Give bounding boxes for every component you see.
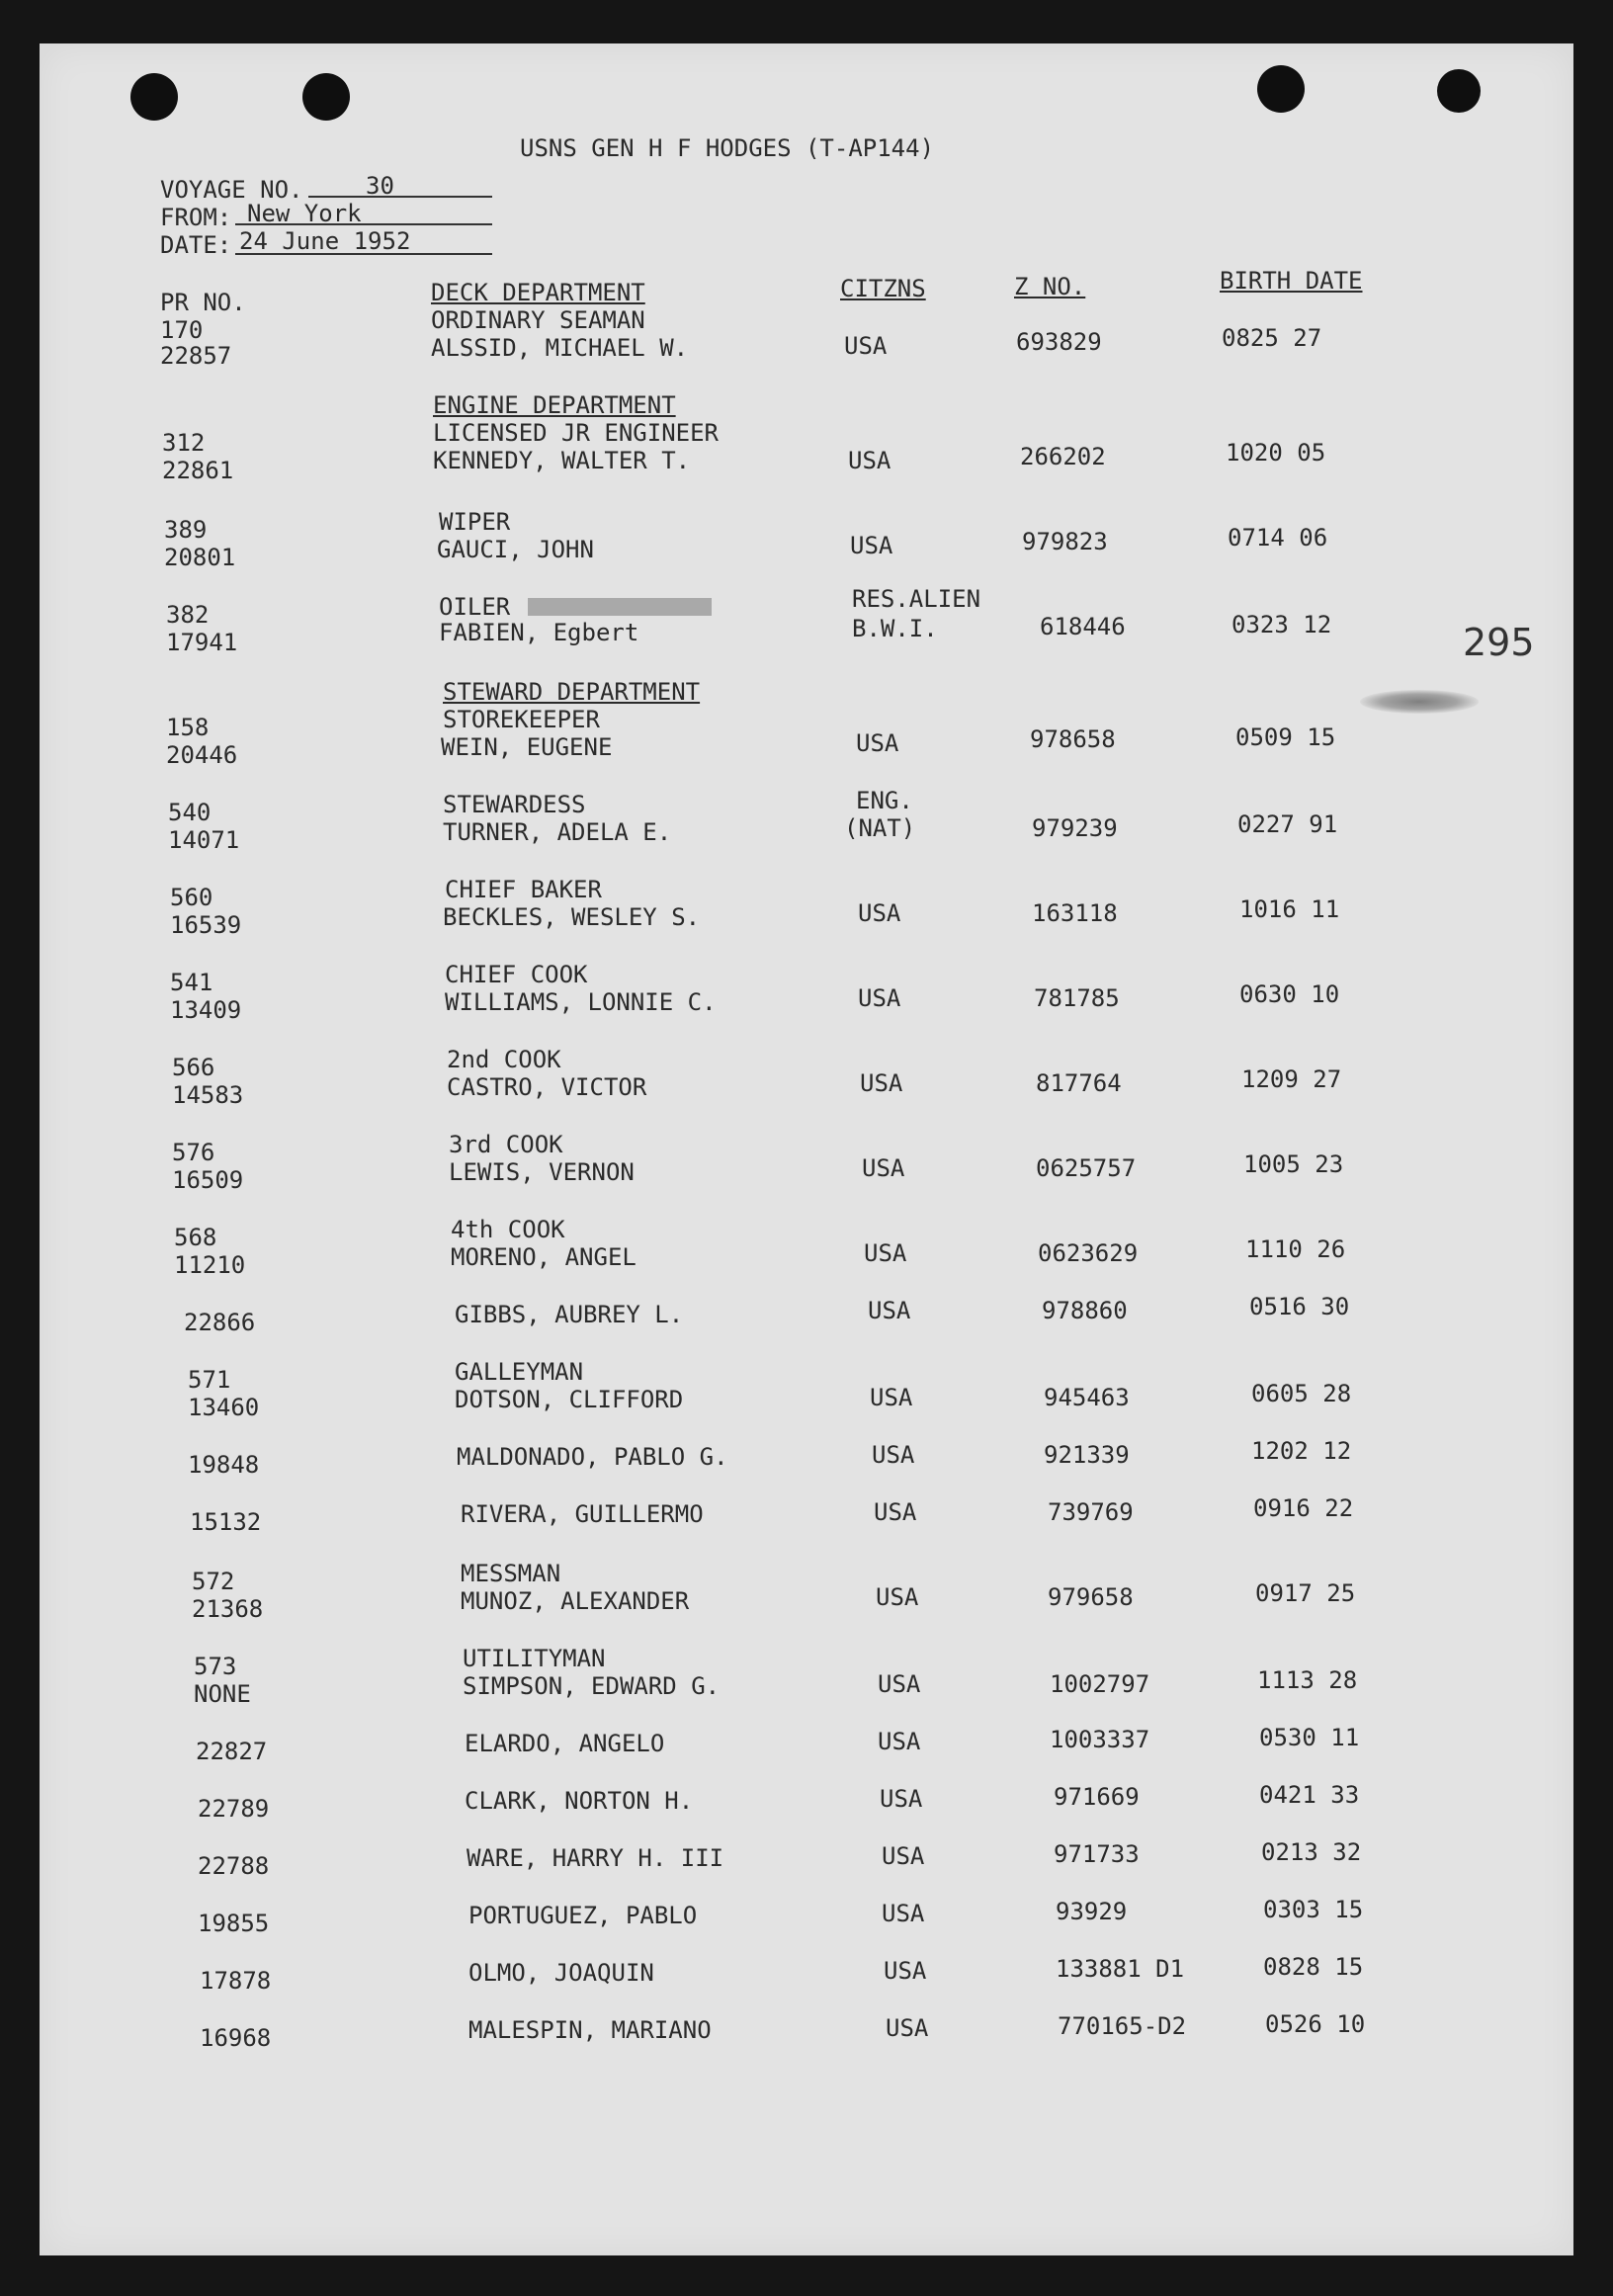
pr-number: 576 xyxy=(172,1139,215,1166)
position-title: MESSMAN xyxy=(461,1560,561,1587)
citizenship: USA xyxy=(844,332,888,360)
crew-name: MUNOZ, ALEXANDER xyxy=(461,1587,690,1615)
pr-number: 382 xyxy=(166,601,210,629)
crew-name: RIVERA, GUILLERMO xyxy=(461,1500,704,1528)
citizenship: USA xyxy=(882,1900,925,1927)
crew-id: 14583 xyxy=(172,1081,244,1109)
crew-name: OLMO, JOAQUIN xyxy=(468,1959,654,1987)
crew-id: 16539 xyxy=(170,911,242,939)
crew-name: DOTSON, CLIFFORD xyxy=(455,1386,684,1413)
pr-number: 571 xyxy=(188,1366,231,1394)
crew-name: SIMPSON, EDWARD G. xyxy=(463,1672,721,1700)
voyage-label: VOYAGE NO. xyxy=(160,176,303,204)
section-heading: DECK DEPARTMENT xyxy=(431,279,645,306)
z-number: 979823 xyxy=(1022,528,1108,555)
crew-id: NONE xyxy=(194,1680,251,1708)
crew-id: 21368 xyxy=(192,1595,264,1623)
column-header-citizenship: CITZNS xyxy=(840,275,926,302)
birth-date: 0916 22 xyxy=(1253,1494,1354,1522)
birth-date: 0213 32 xyxy=(1261,1838,1362,1866)
birth-date: 0227 91 xyxy=(1237,810,1338,838)
crew-id: 20446 xyxy=(166,741,238,769)
crew-name: LEWIS, VERNON xyxy=(449,1158,635,1186)
z-number: 979239 xyxy=(1032,814,1118,842)
birth-date: 0828 15 xyxy=(1263,1953,1364,1981)
citizenship: USA xyxy=(882,1842,925,1870)
birth-date: 0714 06 xyxy=(1228,524,1328,552)
crew-name: FABIEN, Egbert xyxy=(439,619,639,646)
from-underline xyxy=(235,223,492,225)
crew-id: 22866 xyxy=(184,1309,256,1336)
document-title: USNS GEN H F HODGES (T-AP144) xyxy=(520,134,935,162)
column-header-pr-no: PR NO. xyxy=(160,289,246,316)
birth-date: 1209 27 xyxy=(1241,1065,1342,1093)
column-header-z-no: Z NO. xyxy=(1014,273,1086,300)
citizenship: USA xyxy=(850,532,893,559)
birth-date: 0605 28 xyxy=(1251,1380,1352,1407)
crew-id: 22861 xyxy=(162,457,234,484)
crew-id: 22788 xyxy=(198,1852,270,1880)
from-label: FROM: xyxy=(160,204,232,231)
crew-id: 22827 xyxy=(196,1738,268,1765)
crew-id: 14071 xyxy=(168,826,240,854)
pr-number: 170 xyxy=(160,316,204,344)
citizenship: USA xyxy=(868,1297,911,1324)
crew-id: 20801 xyxy=(164,544,236,571)
pr-number: 566 xyxy=(172,1054,215,1081)
crew-name: TURNER, ADELA E. xyxy=(443,818,672,846)
z-number: 0623629 xyxy=(1038,1239,1139,1267)
punch-hole xyxy=(302,73,350,121)
z-number: 1003337 xyxy=(1050,1726,1150,1753)
citizenship: USA xyxy=(872,1441,915,1469)
punch-hole xyxy=(1257,65,1305,113)
position-title: ORDINARY SEAMAN xyxy=(431,306,645,334)
pr-number: 158 xyxy=(166,714,210,741)
position-title: OILER xyxy=(439,593,511,621)
citizenship: USA xyxy=(884,1957,927,1985)
birth-date: 1016 11 xyxy=(1239,895,1340,923)
crew-name: CLARK, NORTON H. xyxy=(465,1787,694,1815)
crew-name: PORTUGUEZ, PABLO xyxy=(468,1902,698,1929)
crew-name: BECKLES, WESLEY S. xyxy=(443,903,701,931)
position-title: LICENSED JR ENGINEER xyxy=(433,419,719,447)
birth-date: 0825 27 xyxy=(1222,324,1322,352)
birth-date: 0530 11 xyxy=(1259,1724,1360,1751)
crew-name: GIBBS, AUBREY L. xyxy=(455,1301,684,1328)
position-title: WIPER xyxy=(439,508,511,536)
z-number: 770165-D2 xyxy=(1058,2012,1187,2040)
voyage-value: 30 xyxy=(366,172,394,200)
document-page xyxy=(40,43,1573,2255)
date-underline xyxy=(235,253,492,255)
date-label: DATE: xyxy=(160,231,232,259)
pr-number: 389 xyxy=(164,516,208,544)
crew-name: MORENO, ANGEL xyxy=(451,1243,637,1271)
crew-id: 11210 xyxy=(174,1251,246,1279)
citizenship: USA xyxy=(880,1785,923,1813)
crew-name: ALSSID, MICHAEL W. xyxy=(431,334,689,362)
position-title: CHIEF COOK xyxy=(445,961,588,988)
citizenship: USA xyxy=(874,1498,917,1526)
birth-date: 1113 28 xyxy=(1257,1666,1358,1694)
typed-over-marks xyxy=(528,598,712,616)
crew-name: WILLIAMS, LONNIE C. xyxy=(445,988,717,1016)
z-number: 163118 xyxy=(1032,899,1118,927)
birth-date: 0421 33 xyxy=(1259,1781,1360,1809)
citizenship: USA xyxy=(862,1154,905,1182)
z-number: 0625757 xyxy=(1036,1154,1137,1182)
crew-id: 15132 xyxy=(190,1508,262,1536)
crew-name: KENNEDY, WALTER T. xyxy=(433,447,691,474)
citizenship: USA xyxy=(878,1728,921,1755)
crew-name: WEIN, EUGENE xyxy=(441,733,613,761)
citizenship: USA xyxy=(870,1384,913,1411)
date-value: 24 June 1952 xyxy=(239,227,411,255)
birth-date: 0323 12 xyxy=(1231,611,1332,638)
birth-date: 1202 12 xyxy=(1251,1437,1352,1465)
z-number: 781785 xyxy=(1034,984,1120,1012)
citizenship: USA xyxy=(858,899,901,927)
crew-name: MALDONADO, PABLO G. xyxy=(457,1443,728,1471)
z-number: 133881 D1 xyxy=(1056,1955,1185,1983)
crew-id: 19848 xyxy=(188,1451,260,1479)
birth-date: 1005 23 xyxy=(1243,1150,1344,1178)
ink-smudge xyxy=(1360,690,1479,714)
position-title: STEWARDESS xyxy=(443,791,586,818)
citizenship: USA xyxy=(858,984,901,1012)
from-value: New York xyxy=(247,200,362,227)
citizenship: USA xyxy=(856,729,899,757)
position-title: STOREKEEPER xyxy=(443,706,600,733)
section-heading: ENGINE DEPARTMENT xyxy=(433,391,676,419)
citizenship: USA xyxy=(860,1069,903,1097)
z-number: 1002797 xyxy=(1050,1670,1150,1698)
z-number: 978658 xyxy=(1030,725,1116,753)
section-heading: STEWARD DEPARTMENT xyxy=(443,678,701,706)
z-number: 979658 xyxy=(1048,1583,1134,1611)
position-title: 2nd COOK xyxy=(447,1046,561,1073)
z-number: 971733 xyxy=(1054,1840,1140,1868)
crew-id: 22789 xyxy=(198,1795,270,1823)
z-number: 921339 xyxy=(1044,1441,1130,1469)
crew-id: 22857 xyxy=(160,342,232,370)
crew-name: ELARDO, ANGELO xyxy=(465,1730,665,1757)
z-number: 739769 xyxy=(1048,1498,1134,1526)
punch-hole xyxy=(130,73,178,121)
crew-id: 13460 xyxy=(188,1394,260,1421)
citizenship-secondary: (NAT) xyxy=(844,814,916,842)
pr-number: 572 xyxy=(192,1568,235,1595)
z-number: 978860 xyxy=(1042,1297,1128,1324)
crew-id: 17878 xyxy=(200,1967,272,1995)
position-title: GALLEYMAN xyxy=(455,1358,584,1386)
citizenship: USA xyxy=(886,2014,929,2042)
column-header-birth-date: BIRTH DATE xyxy=(1220,267,1363,295)
position-title: 3rd COOK xyxy=(449,1131,563,1158)
z-number: 971669 xyxy=(1054,1783,1140,1811)
punch-hole xyxy=(1437,69,1481,113)
birth-date: 0509 15 xyxy=(1235,723,1336,751)
pr-number: 540 xyxy=(168,799,212,826)
crew-name: GAUCI, JOHN xyxy=(437,536,594,563)
crew-id: 16509 xyxy=(172,1166,244,1194)
birth-date: 1110 26 xyxy=(1245,1235,1346,1263)
citizenship: ENG. xyxy=(856,787,913,814)
z-number: 817764 xyxy=(1036,1069,1122,1097)
crew-id: 16968 xyxy=(200,2024,272,2052)
z-number: 945463 xyxy=(1044,1384,1130,1411)
pr-number: 312 xyxy=(162,429,206,457)
crew-name: WARE, HARRY H. III xyxy=(467,1844,724,1872)
pr-number: 573 xyxy=(194,1653,237,1680)
crew-id: 13409 xyxy=(170,996,242,1024)
z-number: 93929 xyxy=(1056,1898,1128,1925)
crew-name: CASTRO, VICTOR xyxy=(447,1073,647,1101)
citizenship: USA xyxy=(864,1239,907,1267)
z-number: 693829 xyxy=(1016,328,1102,356)
birth-date: 0516 30 xyxy=(1249,1293,1350,1320)
citizenship: RES.ALIEN xyxy=(852,585,981,613)
crew-id: 19855 xyxy=(198,1910,270,1937)
birth-date: 1020 05 xyxy=(1226,439,1326,467)
citizenship: USA xyxy=(878,1670,921,1698)
birth-date: 0303 15 xyxy=(1263,1896,1364,1923)
z-number: 266202 xyxy=(1020,443,1106,470)
pr-number: 541 xyxy=(170,969,213,996)
birth-date: 0630 10 xyxy=(1239,980,1340,1008)
pr-number: 560 xyxy=(170,884,213,911)
position-title: 4th COOK xyxy=(451,1216,565,1243)
position-title: CHIEF BAKER xyxy=(445,876,602,903)
birth-date: 0526 10 xyxy=(1265,2010,1366,2038)
z-number: 618446 xyxy=(1040,613,1126,640)
page-number: 295 xyxy=(1463,621,1535,664)
citizenship-secondary: B.W.I. xyxy=(852,615,938,642)
pr-number: 568 xyxy=(174,1224,217,1251)
voyage-underline xyxy=(308,196,492,198)
position-title: UTILITYMAN xyxy=(463,1645,606,1672)
citizenship: USA xyxy=(876,1583,919,1611)
crew-name: MALESPIN, MARIANO xyxy=(468,2016,712,2044)
citizenship: USA xyxy=(848,447,891,474)
birth-date: 0917 25 xyxy=(1255,1579,1356,1607)
crew-id: 17941 xyxy=(166,629,238,656)
